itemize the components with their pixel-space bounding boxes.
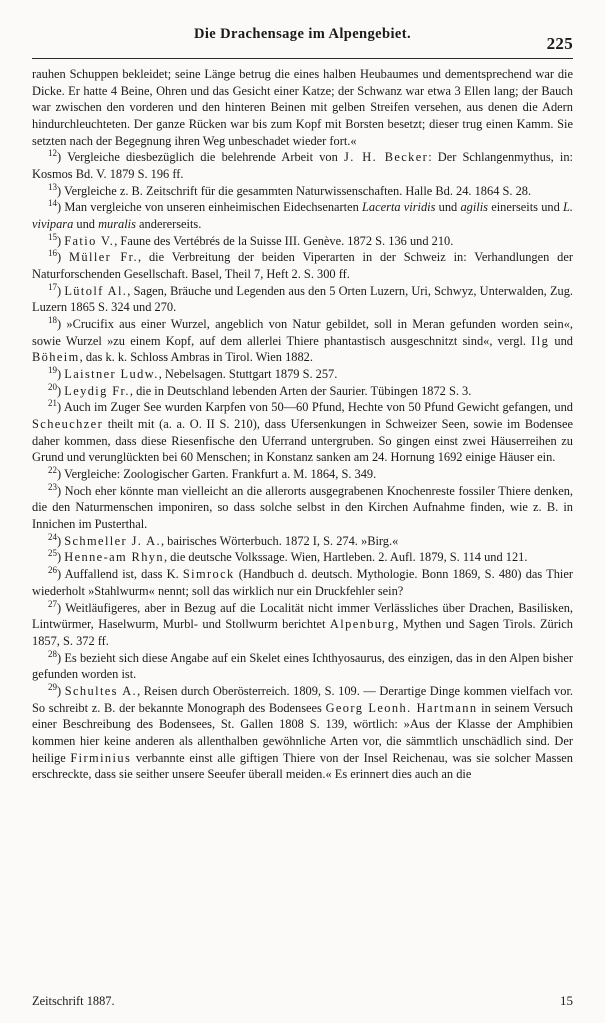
footnote-marker-14: 14 <box>48 198 57 209</box>
page-header <box>32 26 573 52</box>
footnote-29: $^{29}$) Schultes A., Reisen durch Oberösterreich. 1809, S. 109. — Derartige Dinge kommen vielfach vor. So schreibt z. B. der bekannte Monograph des Bodensees Georg Leonh. Hartmann in seinem Versuch einer Beschreibung des Bodensees, St. Gallen 1808 S. 139, wörtlich: »Aus der Klasse der Amphibien kommen hier keine anderen als allenthalben gewöhnliche Arten vor, die sämmtlich unschädlich sind. Der heilige Firminius verbannte einst alle giftigen Thiere von der Insel Reichenau, was sie solcher Massen erschreckte, dass sie seither unsere Seeufer überall meiden.« Es erinnert dies auch an die <box>32 681 574 782</box>
opening-paragraph: rauhen Schuppen bekleidet; seine Länge betrug die eines halben Heubaumes und dementsprechend war die Dicke. Er hatte 4 Beine, Ohren und das Gesicht einer Katze; der Schwanz war etwa 3 Ellen lang; der Bauch war zwischen den vorderen und den hinteren Beinen mit gelben Streifen versehen, aus denen die Adern hindurchleuchteten. Der ganze Rücken war bis zum Kopf mit Borsten besetzt; dieser trug einen Kamm. Sie setzten nach der Begegnung ihren Weg unbeschadet wieder fort.« <box>32 67 573 148</box>
footnote-marker-26: 26 <box>48 565 57 576</box>
footnote-marker-12: 12 <box>48 148 57 159</box>
footnote-27: $^{27}$) Weitläufigeres, aber in Bezug auf die Localität nicht immer Verlässliches über Drachen, Basilisken, Lintwürmer, Haselwurm, Murbl- und Stollwurm berichtet Alpenburg, Mythen und Sagen Tirols. Zürich 1857, S. 372 ff. <box>32 598 573 648</box>
footnote-marker-13: 13 <box>48 181 57 192</box>
footnote-marker-28: 28 <box>48 648 57 659</box>
footnote-23: $^{23}$) Noch eher könnte man vielleicht an die allerorts ausgegrabenen Knochenreste fossiler Thiere denken, die den Naturmenschen imponiren, so dass solche selbst in den Kirchen Aufnahme finden, wie z. B. in Innichen im Pusterthal. <box>32 481 573 532</box>
footnote-19: $^{19}$) Laistner Ludw., Nebelsagen. Stuttgart 1879 S. 257. <box>48 364 338 382</box>
footnote-24: $^{24}$) Schmeller J. A., bairisches Wörterbuch. 1872 I, S. 274. »Birg.« <box>48 531 399 548</box>
footnote-25: $^{25}$) Henne-am Rhyn, die deutsche Volkssage. Wien, Hartleben. 2. Aufl. 1879, S. 114 und 121. <box>48 548 528 565</box>
footnote-22: $^{22}$) Vergleiche: Zoologischer Garten. Frankfurt a. M. 1864, S. 349. <box>48 465 377 482</box>
footnote-marker-15: 15 <box>48 231 57 242</box>
footnote-13: $^{13}$) Vergleiche z. B. Zeitschrift für die gesammten Naturwissenschaften. Halle Bd. 24. 1864 S. 28. <box>48 181 532 198</box>
footnote-marker-24: 24 <box>48 531 57 542</box>
footnote-marker-16: 16 <box>48 248 57 259</box>
footer-signature: Zeitschrift 1887. <box>32 994 115 1008</box>
footnote-marker-25: 25 <box>48 548 57 559</box>
footnote-17: $^{17}$) Lütolf Al., Sagen, Bräuche und Legenden aus den 5 Orten Luzern, Uri, Schwyz, Unterwalden, Zug. Luzern 1865 S. 324 und 270. <box>32 281 574 315</box>
footnote-marker-22: 22 <box>48 465 57 475</box>
footnote-marker-27: 27 <box>48 598 57 609</box>
footnote-12: $^{12}$) Vergleiche diesbezüglich die belehrende Arbeit von J. H. Becker: Der Schlangenmythus, in: Kosmos Bd. V. 1879 S. 196 ff. <box>32 148 573 182</box>
footnote-26: $^{26}$) Auffallend ist, dass K. Simrock (Handbuch d. deutsch. Mythologie. Bonn 1869, S. 480) das Thier wiederholt »Stahlwurm« nennt; soll das wirklich nur ein Druckfehler sein? <box>32 565 573 598</box>
footnote-21: $^{21}$) Auch im Zuger See wurden Karpfen von 50—60 Pfund, Hechte von 50 Pfund Gewicht gefangen, und Scheuchzer theilt mit (a. a. O. II S. 210), dass Ufersenkungen in Schweizer Seen, sowie im Bodensee daher kommen, dass diese Riesenfische den Uferrand untergruben. So gingen einst zwei Häuserreihen zu Grund und verunglückten bei 60 Menschen; in Konstanz sanken am 24. Hornung 1692 einige Häuser ein. <box>32 398 573 465</box>
footnote-marker-17: 17 <box>48 281 57 292</box>
footer-sheet-number: 15 <box>560 993 573 1008</box>
footnote-14: $^{14}$) Man vergleiche von unseren einheimischen Eidechsenarten Lacerta viridis und agilis einerseits und L. vivipara und muralis andererseits. <box>32 198 573 232</box>
page-number: 225 <box>546 34 573 53</box>
footnote-16: $^{16}$) Müller Fr., die Verbreitung der beiden Viperarten in der Schweiz in: Verhandlungen der Naturforschenden Gesellschaft. Basel, Theil 7, Heft 2. S. 300 ff. <box>32 248 573 282</box>
footnote-marker-19: 19 <box>48 364 57 375</box>
footnote-marker-29: 29 <box>48 681 57 692</box>
footnote-marker-20: 20 <box>48 381 57 392</box>
footnote-15: $^{15}$) Fatio V., Faune des Vertébrés de la Suisse III. Genève. 1872 S. 136 und 210. <box>48 231 454 248</box>
footnote-28: $^{28}$) Es bezieht sich diese Angabe auf ein Skelet eines Ichthyosaurus, des einzigen, das in den Alpen bisher gefunden worden ist. <box>32 648 573 682</box>
running-title: Die Drachensage im Alpengebiet. <box>194 26 411 42</box>
footnote-marker-18: 18 <box>48 314 57 325</box>
footnote-marker-23: 23 <box>48 481 57 492</box>
footnote-18: $^{18}$) »Crucifix aus einer Wurzel, angeblich von Natur gebildet, soll in Meran gefunden worden sein«, sowie Wurzel »zu einem Kopf, auf dem allerlei Thiere phantastisch ausgeschnitzt sind«, vergl. Ilg und Böheim, das k. k. Schloss Ambras in Tirol. Wien 1882. <box>32 314 573 365</box>
body-text <box>32 66 573 783</box>
footnote-marker-21: 21 <box>48 398 57 409</box>
header-rule <box>32 58 573 59</box>
footnote-20: $^{20}$) Leydig Fr., die in Deutschland lebenden Arten der Saurier. Tübingen 1872 S. 3. <box>48 381 472 398</box>
page-footer <box>32 993 573 1009</box>
